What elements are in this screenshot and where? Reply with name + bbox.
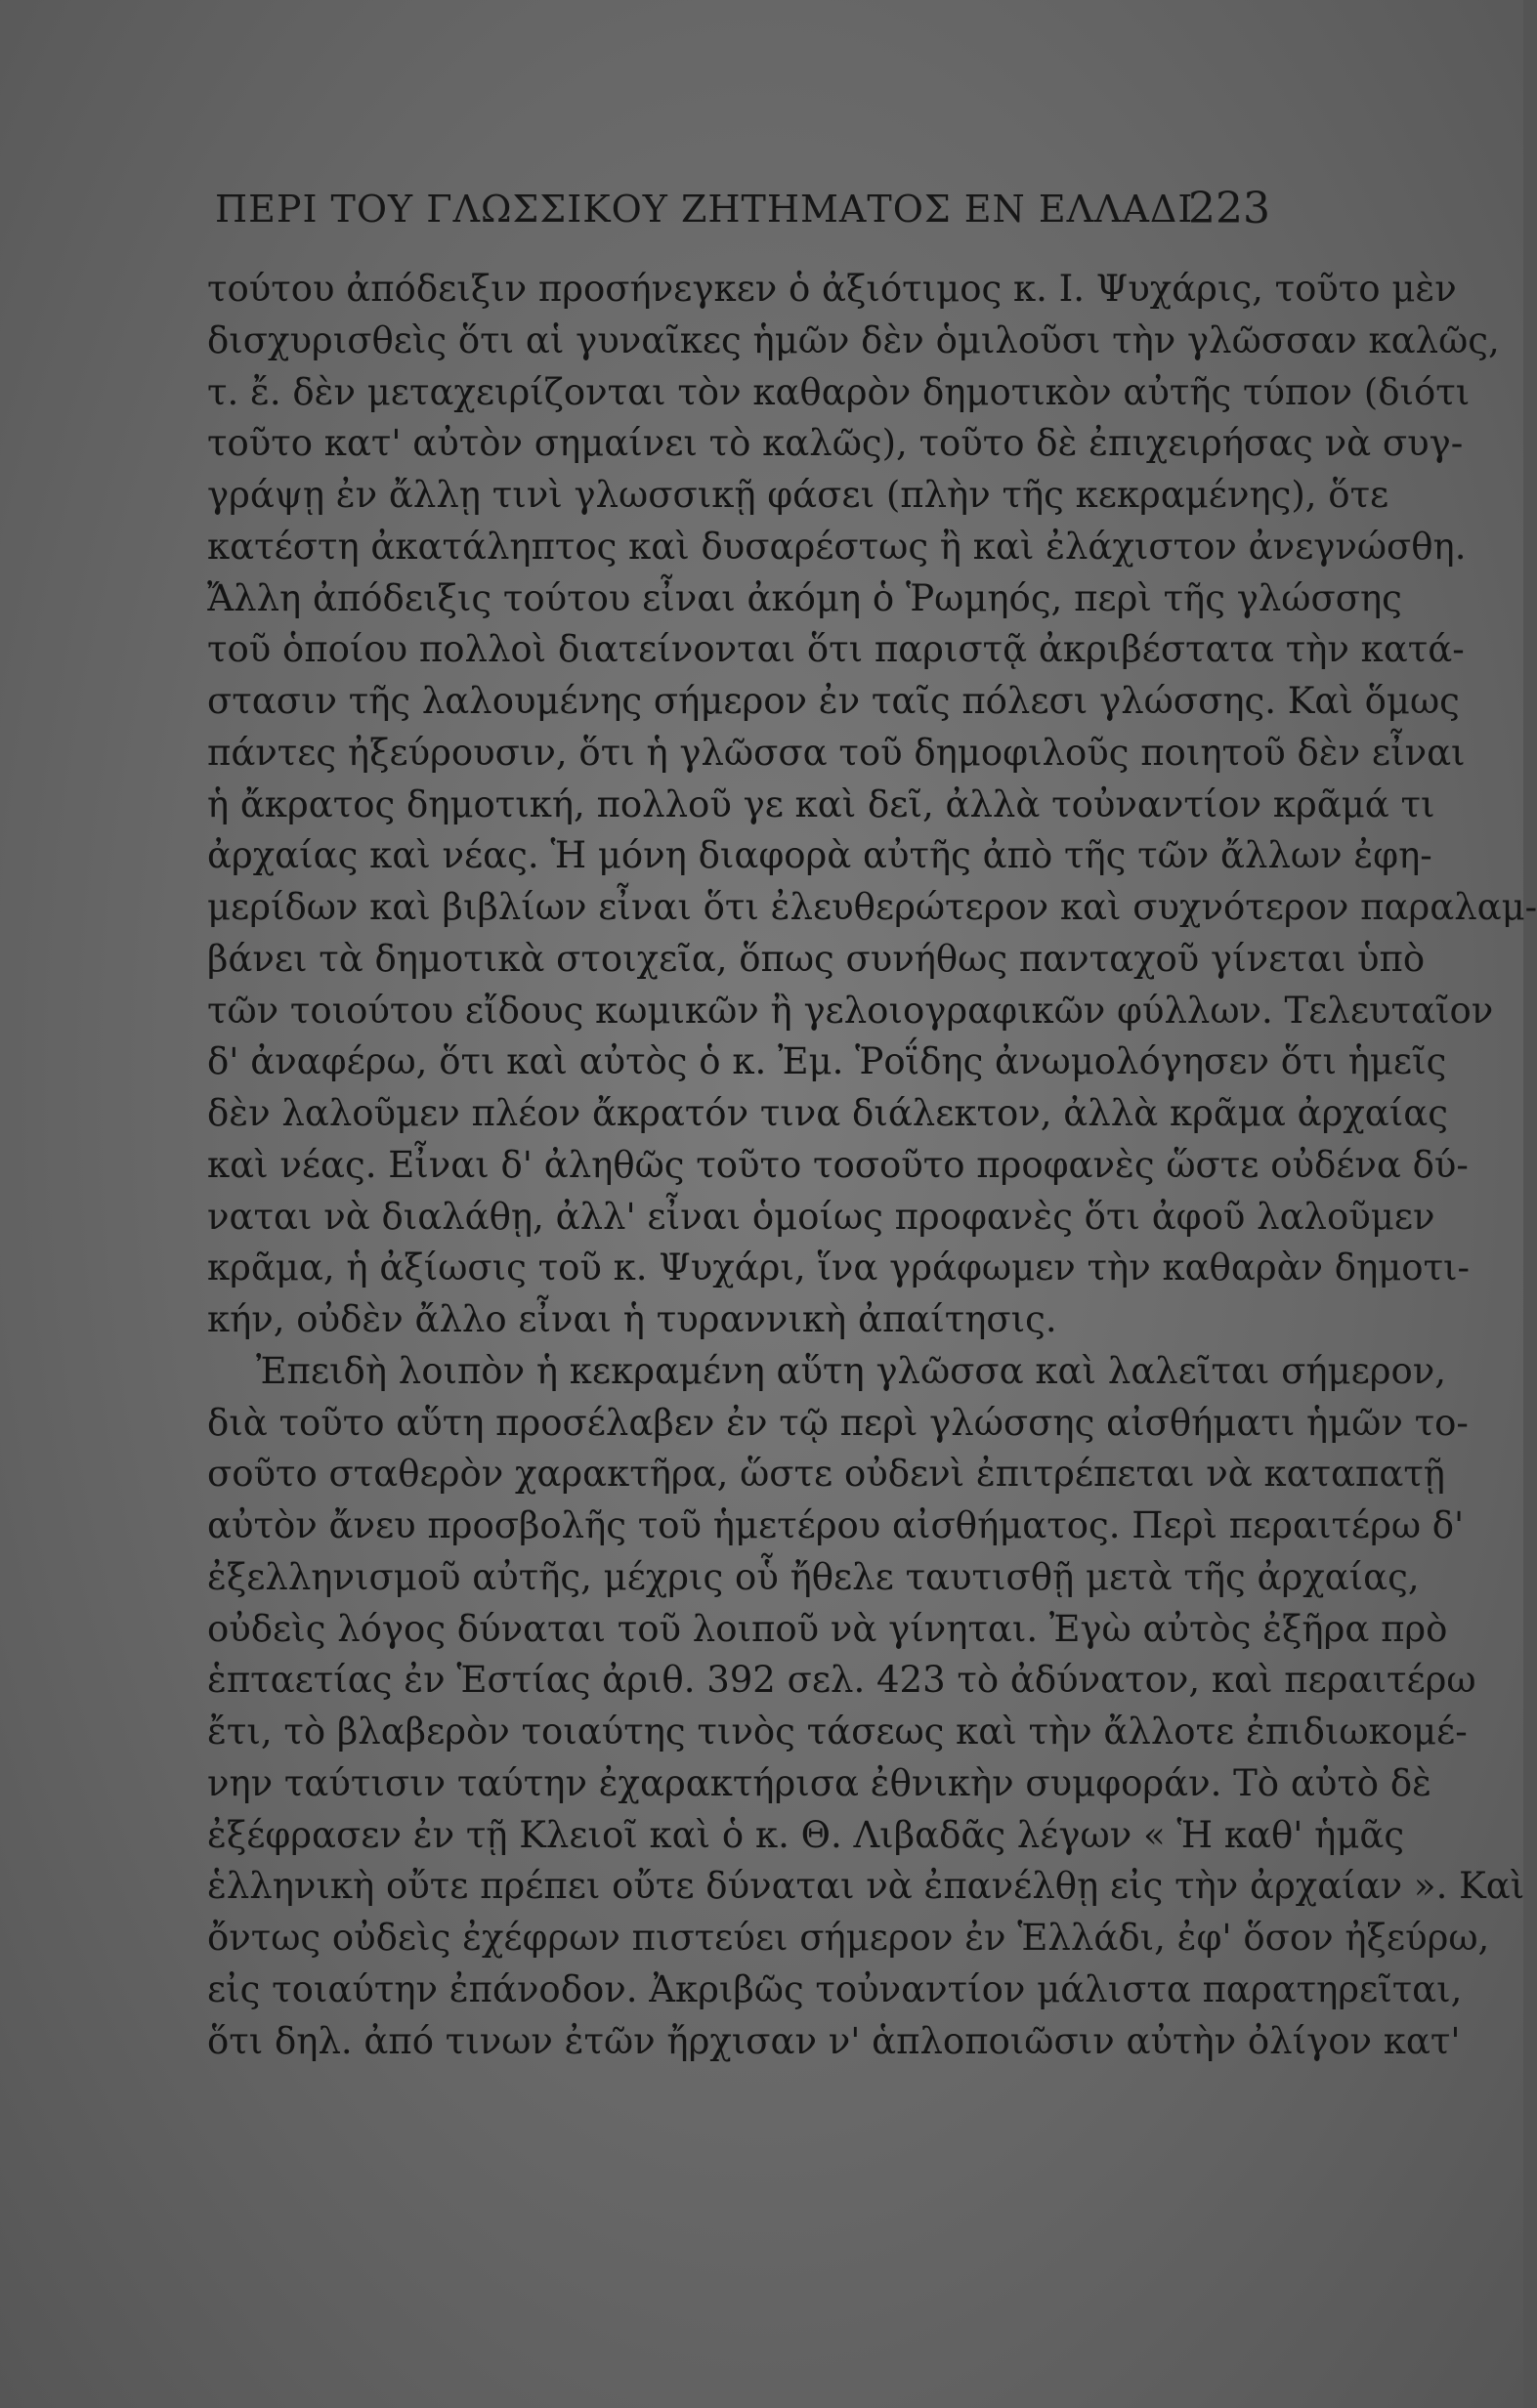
text-line: ἔτι, τὸ βλαβερὸν τοιαύτης τινὸς τάσεως καὶ τὴν ἄλλοτε ἐπιδιωκομέ- [207,1711,1468,1753]
text-line: δὲν λαλοῦμεν πλέον ἄκρατόν τινα διάλεκτον, ἀλλὰ κρᾶμα ἀρχαίας [207,1092,1448,1134]
text-line: ὅτι δηλ. ἀπό τινων ἐτῶν ἤρχισαν ν' ἁπλοποιῶσιν αὐτὴν ὀλίγον κατ' [207,2019,1461,2062]
text-line: τῶν τοιούτου εἴδους κωμικῶν ἢ γελοιογραφικῶν φύλλων. Τελευταῖον [207,989,1494,1032]
text-line: οὐδεὶς λόγος δύναται τοῦ λοιποῦ νὰ γίνηται. Ἐγὼ αὐτὸς ἐξῆρα πρὸ [207,1607,1448,1650]
text-line: ἀρχαίας καὶ νέας. Ἡ μόνη διαφορὰ αὐτῆς ἀπὸ τῆς τῶν ἄλλων ἐφη- [207,834,1432,877]
text-line: αὐτὸν ἄνευ προσβολῆς τοῦ ἡμετέρου αἰσθήματος. Περὶ περαιτέρω δ' [207,1504,1465,1546]
text-line: τούτου ἀπόδειξιν προσήνεγκεν ὁ ἀξιότιμος κ. Ι. Ψυχάρις, τοῦτο μὲν [207,268,1457,310]
text-line: καὶ νέας. Εἶναι δ' ἀληθῶς τοῦτο τοσοῦτο προφανὲς ὥστε οὐδένα δύ- [207,1143,1469,1186]
page-header [215,184,1270,246]
text-line: ἐξέφρασεν ἐν τῇ Κλειοῖ καὶ ὁ κ. Θ. Λιβαδᾶς λέγων « Ἡ καθ' ἡμᾶς [207,1813,1405,1856]
text-line: ἑπταετίας ἐν Ἑστίας ἀριθ. 392 σελ. 423 τὸ ἀδύνατον, καὶ περαιτέρω [207,1659,1476,1702]
text-line: ὄντως οὐδεὶς ἐχέφρων πιστεύει σήμερον ἐν Ἑλλάδι, ἐφ' ὅσον ἠξεύρω, [207,1917,1490,1959]
text-line: κρᾶμα, ἡ ἀξίωσις τοῦ κ. Ψυχάρι, ἵνα γράφωμεν τὴν καθαρὰν δημοτι- [207,1246,1471,1289]
running-title: ΠΕΡΙ ΤΟΥ ΓΛΩΣΣΙΚΟΥ ΖΗΤΗΜΑΤΟΣ ΕΝ ΕΛΛΑΔΙ [215,188,1194,231]
text-line: ἐξελληνισμοῦ αὐτῆς, μέχρις οὗ ἤθελε ταυτισθῇ μετὰ τῆς ἀρχαίας, [207,1555,1420,1598]
text-line: τ. ἔ. δὲν μεταχειρίζονται τὸν καθαρὸν δημοτικὸν αὐτῆς τύπον (διότι [207,370,1471,413]
text-line: βάνει τὰ δημοτικὰ στοιχεῖα, ὅπως συνήθως πανταχοῦ γίνεται ὑπὸ [207,937,1426,980]
text-line: ἑλληνικὴ οὔτε πρέπει οὔτε δύναται νὰ ἐπανέλθῃ εἰς τὴν ἀρχαίαν ». Καὶ [207,1865,1525,1908]
text-line: τοῦ ὁποίου πολλοὶ διατείνονται ὅτι παριστᾷ ἀκριβέστατα τὴν κατά- [207,628,1465,671]
text-line: στασιν τῆς λαλουμένης σήμερον ἐν ταῖς πόλεσι γλώσσης. Καὶ ὅμως [207,680,1460,722]
text-line: εἰς τοιαύτην ἐπάνοδον. Ἀκριβῶς τοὐναντίον μάλιστα παρατηρεῖται, [207,1967,1463,2010]
text-line: πάντες ἠξεύρουσιν, ὅτι ἡ γλῶσσα τοῦ δημοφιλοῦς ποιητοῦ δὲν εἶναι [207,731,1466,774]
text-line: δ' ἀναφέρω, ὅτι καὶ αὐτὸς ὁ κ. Ἐμ. Ῥοΐδης ἀνωμολόγησεν ὅτι ἡμεῖς [207,1040,1447,1083]
text-line: σοῦτο σταθερὸν χαρακτῆρα, ὥστε οὐδενὶ ἐπιτρέπεται νὰ καταπατῇ [207,1453,1445,1496]
text-line: μερίδων καὶ βιβλίων εἶναι ὅτι ἐλευθερώτερον καὶ συχνότερον παραλαμ- [207,886,1537,928]
text-line: Ἐπειδὴ λοιπὸν ἡ κεκραμένη αὕτη γλῶσσα καὶ λαλεῖται σήμερον, [256,1349,1447,1392]
text-line: κήν, οὐδὲν ἄλλο εἶναι ἡ τυραννικὴ ἀπαίτησις. [207,1298,1057,1340]
page-number: 223 [1188,184,1270,233]
text-line: κατέστη ἀκατάληπτος καὶ δυσαρέστως ἢ καὶ ἐλάχιστον ἀνεγνώσθη. [207,525,1467,568]
text-line: διὰ τοῦτο αὕτη προσέλαβεν ἐν τῷ περὶ γλώσσης αἰσθήματι ἡμῶν το- [207,1401,1469,1444]
text-line: νην ταύτισιν ταύτην ἐχαρακτήρισα ἐθνικὴν συμφοράν. Τὸ αὐτὸ δὲ [207,1761,1431,1804]
text-line: ναται νὰ διαλάθῃ, ἀλλ' εἶναι ὁμοίως προφανὲς ὅτι ἀφοῦ λαλοῦμεν [207,1195,1435,1238]
text-line: γράψῃ ἐν ἄλλῃ τινὶ γλωσσικῇ φάσει (πλὴν τῆς κεκραμένης), ὅτε [207,474,1389,516]
text-line: ἡ ἄκρατος δημοτική, πολλοῦ γε καὶ δεῖ, ἀλλὰ τοὐναντίον κρᾶμά τι [207,782,1435,825]
text-line: τοῦτο κατ' αὐτὸν σημαίνει τὸ καλῶς), τοῦτο δὲ ἐπιχειρήσας νὰ συγ- [207,422,1464,465]
body-text [207,264,1537,2067]
text-line: Ἄλλη ἀπόδειξις τούτου εἶναι ἀκόμη ὁ Ῥωμηός, περὶ τῆς γλώσσης [207,576,1402,619]
text-line: δισχυρισθεὶς ὅτι αἱ γυναῖκες ἡμῶν δὲν ὁμιλοῦσι τὴν γλῶσσαν καλῶς, [207,318,1500,361]
